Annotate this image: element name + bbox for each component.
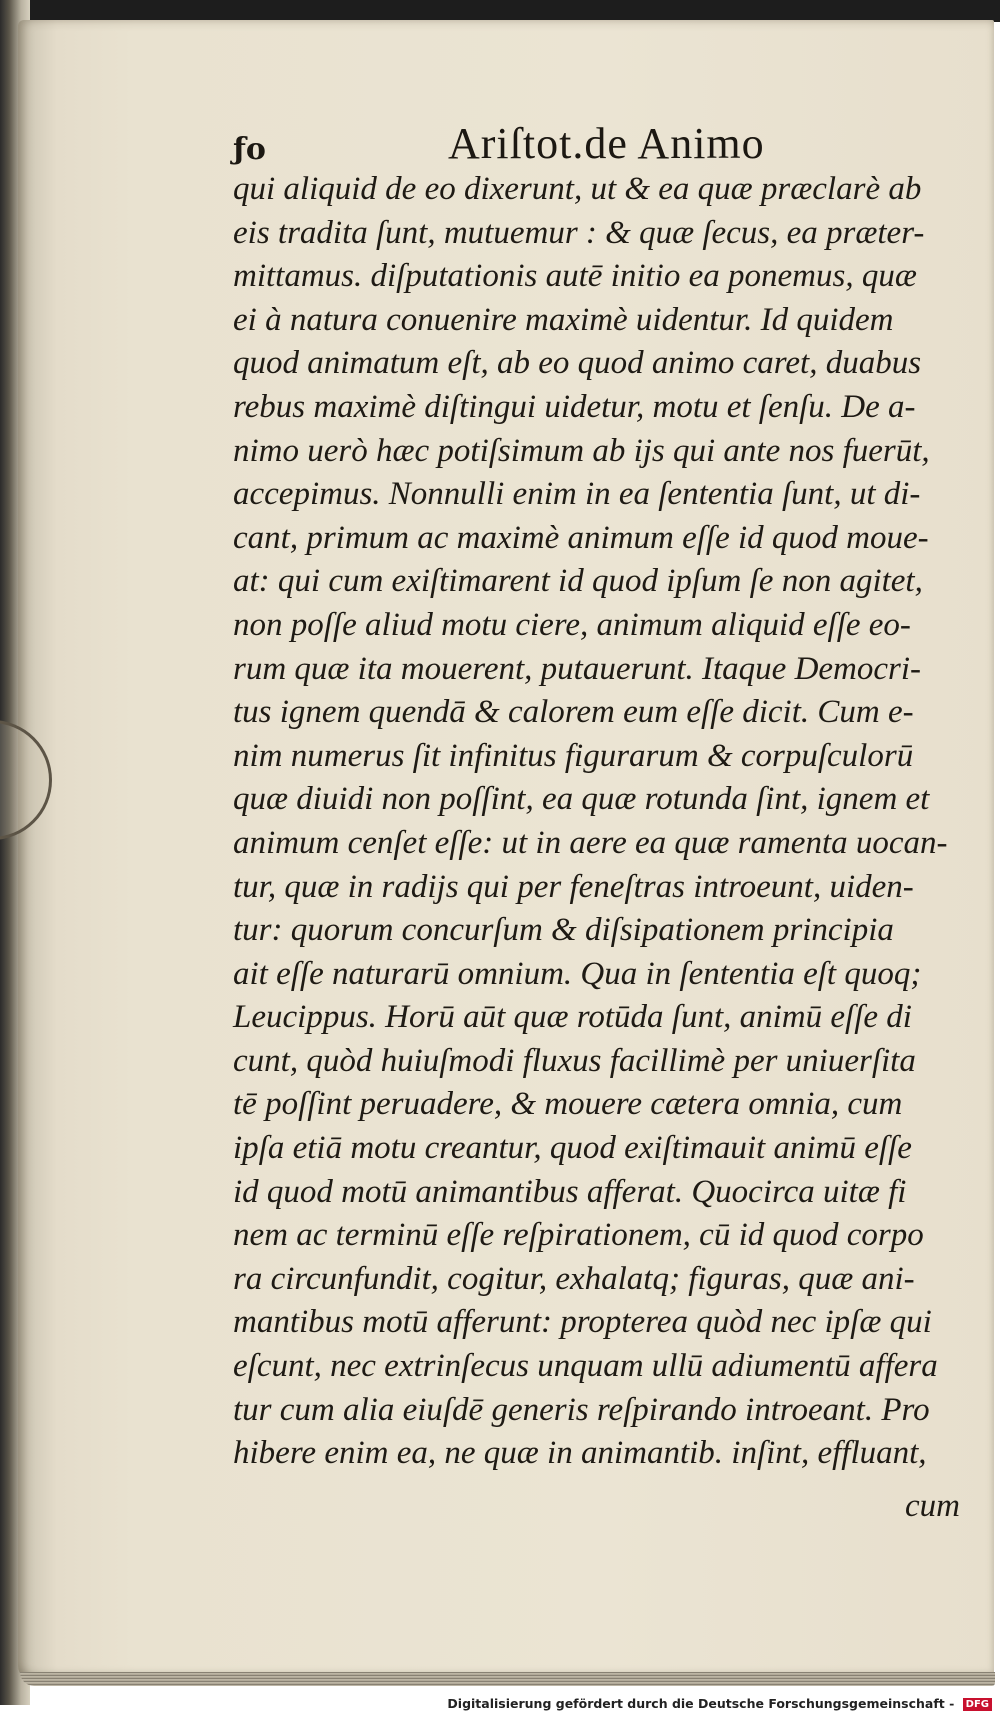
text-line: id quod motū animantibus afferat. Quocirca uitæ fi [233, 1173, 907, 1210]
text-line: rum quæ ita mouerent, putauerunt. Itaque Democri- [233, 650, 922, 687]
text-line: quod animatum eſt, ab eo quod animo caret, duabus [233, 345, 922, 382]
text-line: cant, primum ac maximè animum eſſe id quod moue- [233, 519, 929, 556]
text-line: ei à natura conuenire maximè uidentur. Id quidem [233, 301, 894, 338]
folio-number: ƒo [233, 132, 266, 167]
text-line: Leucippus. Horū aūt quæ rotūda ſunt, animū eſſe di [233, 999, 912, 1036]
text-line: qui aliquid de eo dixerunt, ut & ea quæ præclarè ab [233, 171, 922, 207]
running-head: Ariſtot.de Animo [448, 119, 765, 168]
text-line: mantibus motū afferunt: propterea quòd nec ipſæ qui [233, 1304, 932, 1341]
text-line: cunt, quòd huiuſmodi fluxus facillimè per uniuerſita [233, 1042, 916, 1079]
text-line: quæ diuidi non poſſint, ea quæ rotunda ſint, ignem et [233, 781, 930, 818]
credit-text: Digitalisierung gefördert durch die Deutsche Forschungsgemeinschaft - [447, 1696, 955, 1711]
page-stack-edge [20, 1672, 995, 1686]
catchword: cum [905, 1488, 960, 1524]
text-line: animum cenſet eſſe: ut in aere ea quæ ramenta uocan- [233, 824, 948, 861]
text-line: tē poſſint peruadere, & mouere cætera omnia, cum [233, 1086, 903, 1123]
text-line: nimo uerò hæc potiſsimum ab ijs qui ante nos fuerūt, [233, 432, 930, 469]
text-line: accepimus. Nonnulli enim in ea ſententia ſunt, ut di- [233, 476, 921, 513]
text-line: mittamus. diſputationis autē initio ea ponemus, quæ [233, 258, 917, 295]
text-line: non poſſe aliud motu ciere, animum aliquid eſſe eo- [233, 606, 911, 643]
text-line: tus ignem quendā & calorem eum eſſe dicit. Cum e- [233, 694, 914, 731]
scanner-background [0, 0, 1000, 22]
text-line: nem ac terminū eſſe reſpirationem, cū id quod corpo [233, 1217, 924, 1254]
text-line: ipſa etiā motu creantur, quod exiſtimauit animū eſſe [233, 1130, 912, 1167]
digitization-credit [447, 1696, 992, 1711]
text-line: eis tradita ſunt, mutuemur : & quæ ſecus, ea præter- [233, 214, 925, 251]
text-line: tur cum alia eiuſdē generis reſpirando introeant. Pro [233, 1391, 930, 1428]
text-line: at: qui cum exiſtimarent id quod ipſum ſe non agitet, [233, 563, 923, 600]
text-line: ait eſſe naturarū omnium. Qua in ſententia eſt quoq; [233, 955, 922, 992]
body-text [233, 168, 953, 1476]
text-line: hibere enim ea, ne quæ in animantib. inſint, effluant, [233, 1435, 927, 1472]
text-line: ra circunfundit, cogitur, exhalatq; figuras, quæ ani- [233, 1260, 915, 1297]
text-line: tur, quæ in radijs qui per feneſtras introeunt, uiden- [233, 868, 914, 905]
text-line: rebus maximè diſtingui uidetur, motu et ſenſu. De a- [233, 388, 916, 425]
dfg-logo: DFG [963, 1698, 992, 1711]
text-line: eſcunt, nec extrinſecus unquam ullū adiumentū affera [233, 1348, 938, 1385]
text-line: tur: quorum concurſum & diſsipationem principia [233, 912, 894, 949]
text-line: nim numerus ſit infinitus figurarum & corpuſculorū [233, 737, 914, 774]
